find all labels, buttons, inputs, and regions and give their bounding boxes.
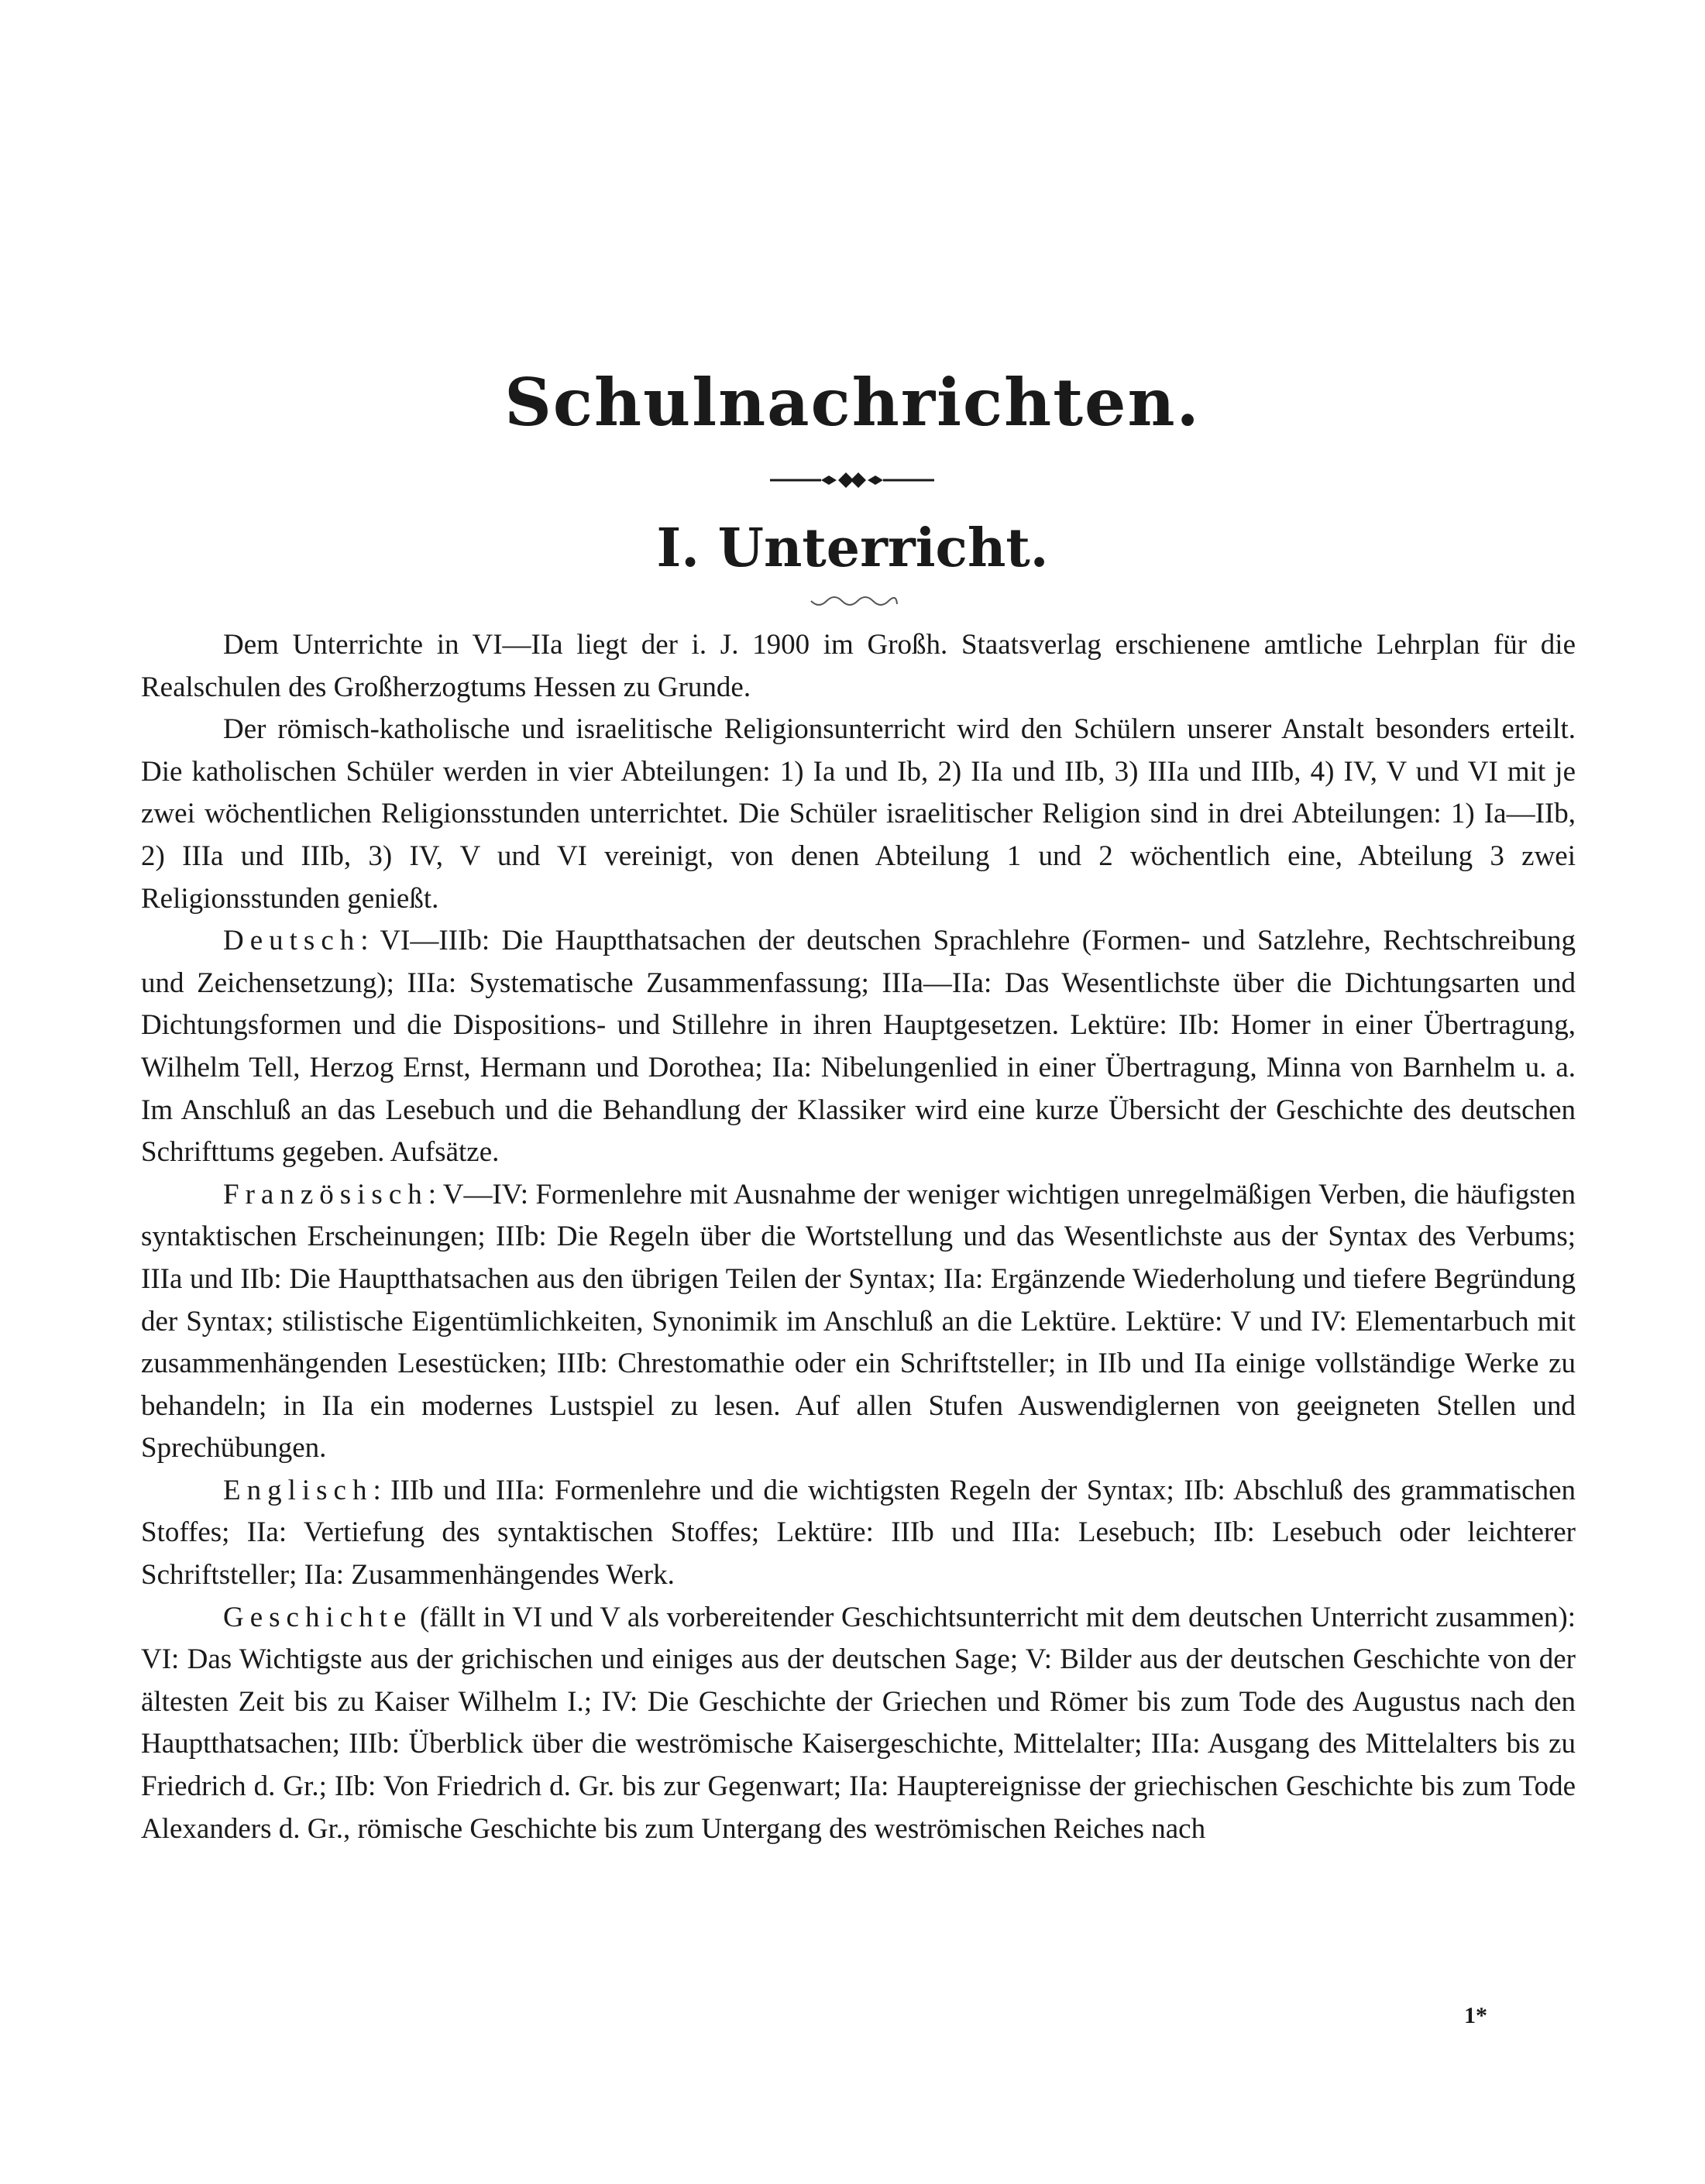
- subject-heading: Französisch: [223, 1178, 428, 1210]
- paragraph-intro: [141, 624, 1576, 709]
- paragraph-franzoesisch: [141, 1174, 1576, 1470]
- section-heading: I. Unterricht.: [656, 517, 1049, 579]
- paragraph-religion: [141, 709, 1576, 920]
- paragraph-text: Dem Unterrichte in VI—IIa liegt der i. J. 1900 im Großh. Staatsverlag erschienene amtliche Lehrplan für die Realschulen des Großherzogtums Hessen zu Grunde.: [141, 629, 1576, 703]
- ornament-divider: [767, 463, 937, 497]
- page-number: 1*: [1464, 2003, 1487, 2028]
- subject-heading: Englisch: [223, 1474, 373, 1506]
- page-title: Schulnachrichten.: [504, 364, 1201, 441]
- paragraph-text: : IIIb und IIIa: Formenlehre und die wichtigsten Regeln der Syntax; IIb: Abschluß des grammatischen Stoffes; IIa: Vertiefung des syntaktischen Stoffes; Lektüre: IIIb und IIIa: Lesebuch; IIb: Lesebuch oder leichterer Schriftsteller; IIa: Zusammenhängendes Werk.: [141, 1474, 1576, 1592]
- subject-heading: Deutsch: [223, 925, 361, 957]
- subject-heading: Geschichte: [223, 1601, 413, 1633]
- paragraph-geschichte: [141, 1597, 1576, 1851]
- paragraph-text: (fällt in VI und V als vorbereitender Geschichtsunterricht mit dem deutschen Unterricht zusammen): VI: Das Wichtigste aus der grichischen und einiges aus der deutschen Sage; V: Bilder aus der deutschen Geschichte von der ältesten Zeit bis zu Kaiser Wilhelm I.; IV: Die Geschichte der Griechen und Römer bis zum Tode des Augustus nach den Hauptthatsachen; IIIb: Überblick über die weströmische Kaisergeschichte, Mittelalter; IIIa: Ausgang des Mittelalters bis zu Friedrich d. Gr.; IIb: Von Friedrich d. Gr. bis zur Gegenwart; IIa: Hauptereignisse der griechischen Geschichte bis zum Tode Alexanders d. Gr., römische Geschichte bis zum Untergang des weströmischen Reiches nach: [141, 1601, 1576, 1845]
- squiggle-divider: [810, 595, 899, 612]
- paragraph-text: : VI—IIIb: Die Hauptthatsachen der deutschen Sprachlehre (Formen- und Satzlehre, Rechtschreibung und Zeichensetzung); IIIa: Systematische Zusammenfassung; IIIa—IIa: Das Wesentlichste über die Dichtungsarten und Dichtungsformen und die Dispositions- und Stillehre in ihren Hauptgesetzen. Lektüre: IIb: Homer in einer Übertragung, Wilhelm Tell, Herzog Ernst, Hermann und Dorothea; IIa: Nibelungenlied in einer Übertragung, Minna von Barnhelm u. a. Im Anschluß an das Lesebuch und die Behandlung der Klassiker wird eine kurze Übersicht der Geschichte des deutschen Schrifttums gegeben. Aufsätze.: [141, 925, 1576, 1169]
- paragraph-text: : V—IV: Formenlehre mit Ausnahme der weniger wichtigen unregelmäßigen Verben, die häufigsten syntaktischen Erscheinungen; IIIb: Die Regeln über die Wortstellung und das Wesentlichste aus der Syntax des Verbums; IIIa und IIb: Die Hauptthatsachen aus den übrigen Teilen der Syntax; IIa: Ergänzende Wiederholung und tiefere Begründung der Syntax; stilistische Eigentümlichkeiten, Synonimik im Anschluß an die Lektüre. Lektüre: V und IV: Elementarbuch mit zusammenhängenden Lesestücken; IIIb: Chrestomathie oder ein Schriftsteller; in IIb und IIa einige vollständige Werke zu behandeln; in IIa ein modernes Lustspiel zu lesen. Auf allen Stufen Auswendiglernen von geeigneten Stellen und Sprechübungen.: [141, 1178, 1576, 1465]
- paragraph-text: Der römisch-katholische und israelitische Religionsunterricht wird den Schülern unserer Anstalt besonders erteilt. Die katholischen Schüler werden in vier Abteilungen: 1) Ia und Ib, 2) IIa und IIb, 3) IIIa und IIIb, 4) IV, V und VI mit je zwei wöchentlichen Religionsstunden unterrichtet. Die Schüler israelitischer Religion sind in drei Abteilungen: 1) Ia—IIb, 2) IIIa und IIIb, 3) IV, V und VI vereinigt, von denen Abteilung 1 und 2 wöchentlich eine, Abteilung 3 zwei Religionsstunden genießt.: [141, 713, 1576, 915]
- paragraph-deutsch: [141, 920, 1576, 1174]
- body-text: [141, 624, 1576, 1850]
- paragraph-englisch: [141, 1470, 1576, 1597]
